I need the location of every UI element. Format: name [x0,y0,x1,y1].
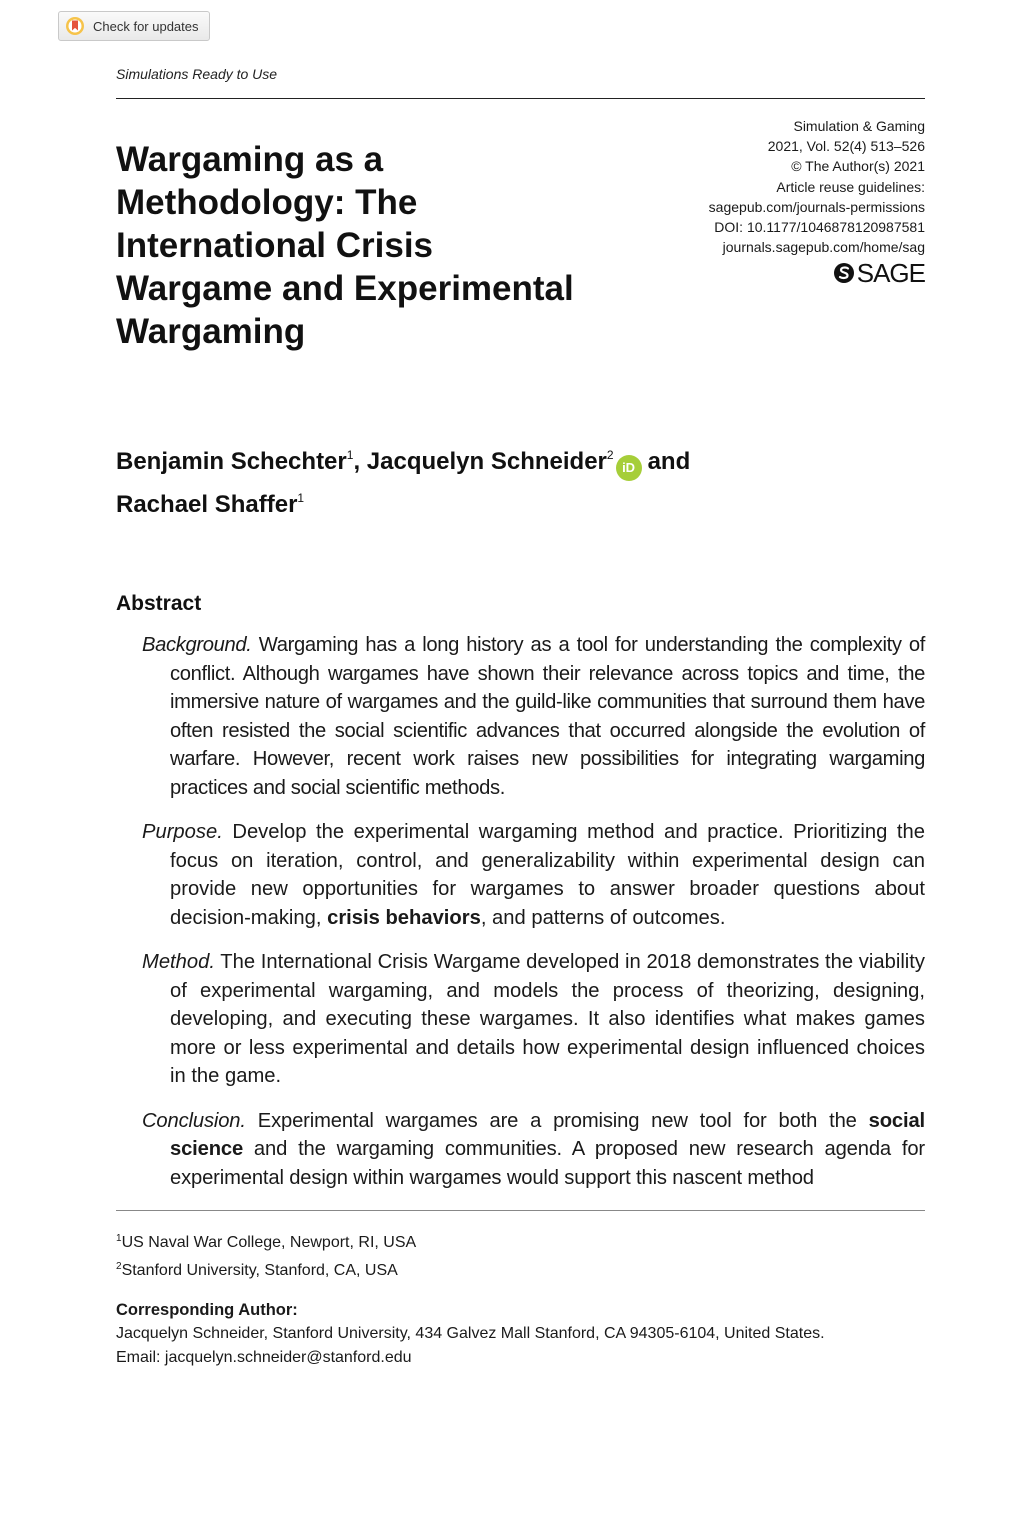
author-name[interactable]: Benjamin Schechter [116,448,347,475]
orcid-icon[interactable]: iD [616,455,642,481]
abstract-purpose [142,818,925,932]
affiliation-marker: 1 [346,448,354,462]
abstract-conclusion [142,1107,925,1193]
corresponding-email[interactable]: Email: jacquelyn.schneider@stanford.edu [116,1349,412,1366]
section-lead: Method. [142,951,215,973]
affiliation-marker: 2 [606,448,614,462]
header-divider [116,98,925,99]
emphasized-term: crisis behaviors [327,906,481,929]
title-line: Wargaming [116,312,306,351]
affiliation-text: Stanford University, Stanford, CA, USA [121,1262,398,1279]
journal-info [709,116,925,257]
affiliation-marker: 1 [297,491,305,505]
abstract-body [142,631,925,1208]
author-list: Benjamin Schechter$^1$, Jacquelyn Schneider$^2$iD and Rachael Shaffer$^1$ [116,448,691,518]
doi[interactable]: DOI: 10.1177/1046878120987581 [714,219,925,236]
section-text: Experimental wargames are a promising new tool for both the [245,1109,869,1132]
affiliation-marker: 2 [116,1261,122,1272]
copyright: © The Author(s) 2021 [791,158,925,175]
title-line: Methodology: The [116,183,418,222]
reuse-guidelines-label: Article reuse guidelines: [776,178,925,195]
footnote-divider [116,1210,925,1211]
section-lead: Conclusion. [142,1109,246,1132]
author-name[interactable]: Jacquelyn Schneider [366,448,607,475]
affiliation-marker: 1 [116,1233,122,1244]
corresponding-address: Jacquelyn Schneider, Stanford University, 434 Galvez Mall Stanford, CA 94305-6104, United States. [116,1325,825,1342]
sage-logo [833,258,925,288]
permissions-link[interactable]: sagepub.com/journals-permissions [708,198,925,215]
check-for-updates-label: Check for updates [93,18,199,34]
abstract-background [142,631,925,802]
sage-s-icon [833,261,855,285]
title-line: Wargaming as a [116,140,384,179]
corresponding-heading: Corresponding Author: [116,1301,298,1319]
author-name[interactable]: Rachael Shaffer [116,491,298,518]
section-text: , and patterns of outcomes. [480,906,726,929]
section-text: The International Crisis Wargame developed in 2018 demonstrates the viability of experimental wargaming, and models the process of theorizing, designing, developing, and executing these wargames. It also identifies what makes games more or less experimental and details how experimental design influenced choices in the game. [170,951,925,1087]
bookmark-update-icon [65,16,85,36]
affiliations [116,1227,416,1283]
section-lead: Background. [142,634,252,656]
sage-logo-text: SAGE [856,258,925,288]
article-title [116,138,656,353]
journal-name: Simulation & Gaming [793,118,925,134]
check-for-updates-button[interactable] [58,11,210,41]
section-text: Wargaming has a long history as a tool for understanding the complexity of conflict. Although wargames have shown their relevance across topics and time, the immersive nature of wargames and the guild-like communities that surround them have often resisted the social scientific advances that occurred alongside the evolution of warfare. However, recent work raises new possibilities for integrating wargaming practices and social scientific methods. [170,634,925,799]
abstract-heading: Abstract [116,592,202,615]
affiliation-item [116,1227,416,1255]
running-head: Simulations Ready to Use [116,66,278,82]
section-lead: Purpose. [142,821,223,843]
abstract-method [142,948,925,1091]
journal-volume: 2021, Vol. 52(4) 513–526 [767,138,925,155]
journal-homepage-link[interactable]: journals.sagepub.com/home/sag [722,239,925,256]
emphasized-term: social science [170,1109,925,1160]
affiliation-item [116,1255,416,1283]
section-text: and the wargaming communities. A proposed new research agenda for experimental design within wargames would support this nascent method [170,1138,925,1189]
corresponding-author [116,1298,825,1370]
author-conjunction: and [647,448,691,475]
affiliation-text: US Naval War College, Newport, RI, USA [121,1234,417,1251]
section-text: Develop the experimental wargaming method and practice. Prioritizing the focus on iteration, control, and generalizability within experimental design can provide new opportunities for wargames to answer broader questions about decision-making, [170,821,925,929]
title-line: Wargame and Experimental [116,269,574,308]
title-line: International Crisis [116,226,434,265]
